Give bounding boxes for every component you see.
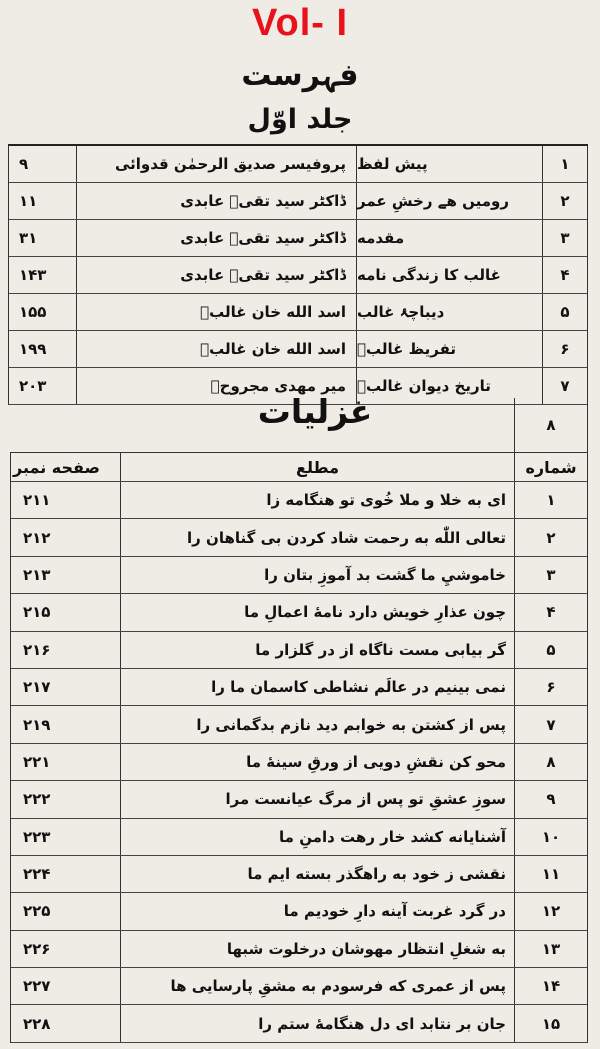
row-author: پروفیسر صدیق الرحمٰن قدوائی	[76, 146, 356, 182]
header-number: شماره	[514, 453, 587, 481]
volume-label: Vol- I	[251, 2, 349, 44]
table-row	[9, 257, 587, 294]
row-text: گر بیابی مست ناگاه از در گلزار ما	[120, 632, 514, 668]
contents-table	[8, 144, 588, 405]
row-number: ١١	[514, 856, 587, 892]
row-number: ۶	[542, 331, 587, 367]
row-page: ٩	[19, 155, 29, 173]
row-number: ٩	[514, 781, 587, 817]
row-title: پیش لفظ	[356, 146, 542, 182]
row-text: پس از کشتن به خوابم دید نازم بدگمانی را	[120, 706, 514, 742]
row-number: ٨	[514, 744, 587, 780]
volume-subtitle: جلد اوّل	[247, 104, 353, 135]
row-text: در گرد غربت آینه دارِ خودیم ما	[120, 893, 514, 929]
row-page: ٢٢۴	[23, 865, 51, 884]
row-text: محو کن نقشِ دویی از ورقِ سینهٔ ما	[120, 744, 514, 780]
row-text: چون عذارِ خویش دارد نامهٔ اعمالِ ما	[120, 594, 514, 630]
row-number: ١٢	[514, 893, 587, 929]
row-page: ٢١۵	[23, 603, 51, 622]
row-number: ١٠	[514, 819, 587, 855]
table-row	[9, 183, 587, 220]
row-page: ١١	[19, 192, 38, 210]
row-page: ٢١٣	[23, 565, 51, 584]
row-author: میر مهدی مجروحؔ	[76, 368, 356, 404]
row-page: ٢٢۶	[23, 939, 51, 958]
row-page: ٢٢۵	[23, 902, 51, 921]
row-text: سوزِ عشقِ تو پس از مرگ عیانست مرا	[120, 781, 514, 817]
row-page: ٢٢٣	[23, 827, 51, 846]
row-number: ١۴	[514, 968, 587, 1004]
row-page: ٢٢٨	[23, 1014, 51, 1033]
row-author: ڈاکٹر سید تقیؔ عابدی	[76, 257, 356, 293]
ghazal-table	[10, 452, 588, 1043]
row-text: ای به خلا و ملا خُوی تو هنگامه زا	[120, 482, 514, 518]
row-number: ۴	[514, 594, 587, 630]
table-row	[11, 1005, 587, 1042]
row-page: ٣١	[19, 229, 38, 247]
row-text: آشنایانه کشد خار رهت دامنِ ما	[120, 819, 514, 855]
table-row	[11, 744, 587, 781]
row-author: ڈاکٹر سید تقیؔ عابدی	[76, 220, 356, 256]
header-text: مطلع	[120, 453, 514, 481]
row-title: تاریخ دیوان غالبؔ	[356, 368, 542, 404]
table-row	[9, 331, 587, 368]
table-row	[9, 294, 587, 331]
table-row	[11, 856, 587, 893]
row-number: ١٣	[514, 931, 587, 967]
row-page: ١۵۵	[19, 303, 47, 321]
table-row	[11, 519, 587, 556]
row-page: ٢٢١	[23, 752, 51, 771]
table-row	[11, 931, 587, 968]
table-row	[11, 669, 587, 706]
row-page: ٢١٩	[23, 715, 51, 734]
table-row	[11, 594, 587, 631]
row-author: ڈاکٹر سید تقیؔ عابدی	[76, 183, 356, 219]
table-row	[9, 146, 587, 183]
row-author: اسد الله خان غالبؔ	[76, 331, 356, 367]
table-row	[11, 706, 587, 743]
row-text: نقشی ز خود به راهگذر بسته ایم ما	[120, 856, 514, 892]
table-row	[11, 893, 587, 930]
table-row	[11, 781, 587, 818]
row-author: اسد الله خان غالبؔ	[76, 294, 356, 330]
row-page: ٢١١	[23, 491, 51, 510]
row-number: ۵	[542, 294, 587, 330]
row-text: تعالی اللّٰه به رحمت شاد کردن بی گناهان را	[120, 519, 514, 555]
table-header	[11, 453, 587, 482]
row-page: ٢٠٣	[19, 377, 47, 395]
row-title: غالب کا زندگی نامه	[356, 257, 542, 293]
row-page: ٢١٢	[23, 528, 51, 547]
table-row	[11, 819, 587, 856]
table-row	[11, 557, 587, 594]
row-text: به شغلِ انتظار مهوشان درخلوت شبها	[120, 931, 514, 967]
row-number: ٢	[514, 519, 587, 555]
row-number: ٧	[542, 368, 587, 404]
row-title: مقدمه	[356, 220, 542, 256]
table-row	[9, 220, 587, 257]
header-page: صفحه نمبر	[13, 457, 100, 477]
row-text: جان بر نتابد ای دل هنگامهٔ ستم را	[120, 1005, 514, 1041]
row-number: ۵	[514, 632, 587, 668]
row-number: ٣	[514, 557, 587, 593]
table-row	[11, 482, 587, 519]
row-title: دیباچۂ غالب	[356, 294, 542, 330]
row-text: خاموشيِ ما گشت بد آموزِ بتان را	[120, 557, 514, 593]
table-row	[11, 632, 587, 669]
row-title: تفریظ غالبؔ	[356, 331, 542, 367]
row-number: ٣	[542, 220, 587, 256]
page-title: فہرست	[241, 58, 359, 93]
section-title: غزلیات	[257, 392, 373, 431]
row-page: ١٩٩	[19, 340, 47, 358]
row-page: ٢١۶	[23, 640, 51, 659]
row-number: ٧	[514, 706, 587, 742]
row-number: ١	[542, 146, 587, 182]
row-title: رومیں ھے رخشِ عمر	[356, 183, 542, 219]
row-text: پس از عمری که فرسودم به مشقِ پارسایی ها	[120, 968, 514, 1004]
row-number: ٢	[542, 183, 587, 219]
row-page: ٢١٧	[23, 678, 51, 697]
row-number: ۴	[542, 257, 587, 293]
row-number: ١۵	[514, 1005, 587, 1041]
row-text: نمی بینیم در عالَم نشاطی کاسمان ما را	[120, 669, 514, 705]
row-8-number: ٨	[514, 398, 588, 452]
row-number: ۶	[514, 669, 587, 705]
row-page: ٢٢٢	[23, 790, 51, 809]
row-number: ١	[514, 482, 587, 518]
table-row	[11, 968, 587, 1005]
row-page: ١۴٣	[19, 266, 47, 284]
row-page: ٢٢٧	[23, 977, 51, 996]
